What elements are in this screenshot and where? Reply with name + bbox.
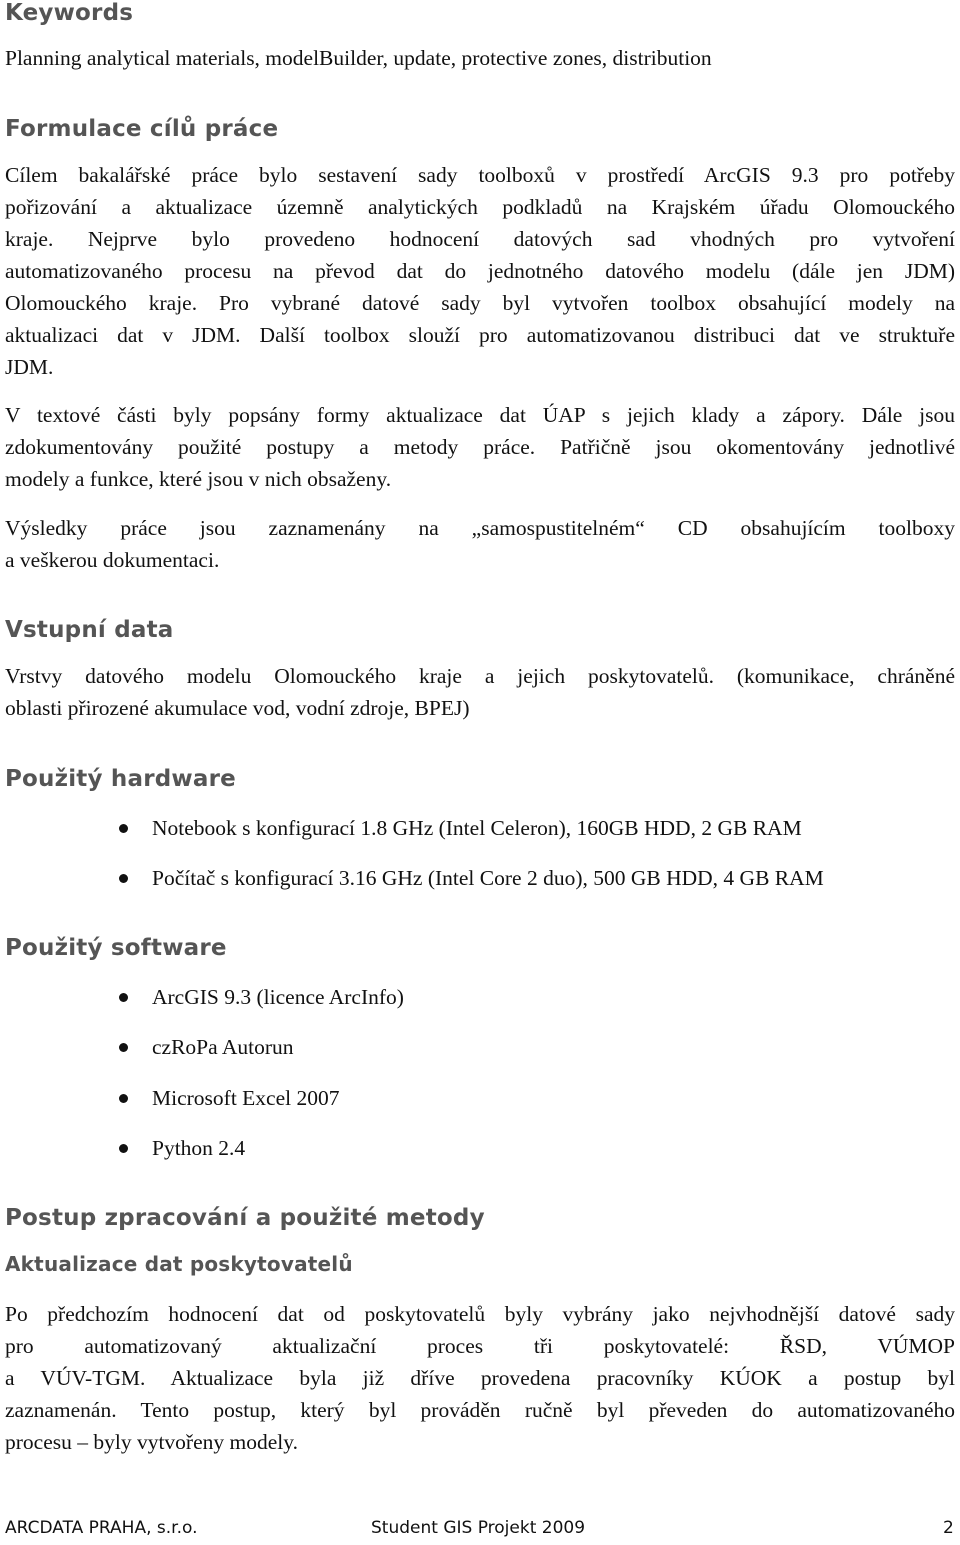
heading-keywords: Keywords: [5, 0, 134, 26]
heading-method: Postup zpracování a použité metody: [5, 1205, 485, 1231]
list-item: Microsoft Excel 2007: [0, 1082, 960, 1114]
list-item: Notebook s konfigurací 1.8 GHz (Intel Celeron), 160GB HDD, 2 GB RAM: [0, 812, 960, 844]
bullet-icon: [119, 1144, 128, 1153]
list-item: Python 2.4: [0, 1132, 960, 1164]
input-data-text: Vrstvy datového modelu Olomouckého kraje a jejich poskytovatelů. (komunikace, chráněné oblasti přirozené akumulace vod, vodní zdroje, BPEJ): [5, 664, 955, 720]
goals-paragraph-1: Cílem bakalářské práce bylo sestavení sady toolboxů v prostředí ArcGIS 9.3 pro potřeby pořizování a aktualizace územně analytických podkladů na Krajském úřadu Olomouckého kraje. Nejprve bylo provedeno hodnocení datových sad vhodných pro vytvoření automatizovaného procesu na převod dat do jednotného datového modelu (dále jen JDM) Olomouckého kraje. Pro vybrané datové sady byl vytvořen toolbox obsahující modely na aktualizaci dat v JDM. Další toolbox slouží pro automatizovanou distribuci dat ve struktuře JDM.: [5, 163, 955, 379]
footer-project: Student GIS Projekt 2009: [371, 1518, 586, 1538]
method-text: Po předchozím hodnocení dat od poskytovatelů byly vybrány jako nejvhodnější datové sady pro automatizovaný aktualizační proces tři poskytovatelé: ŘSD, VÚMOP a VÚV-TGM. Aktualizace byla již dříve provedena pracovníky KÚOK a postup byl zaznamenán. Tento postup, který byl prováděn ručně byl převeden do automatizovaného procesu – byly vytvořeny modely.: [5, 1302, 955, 1454]
bullet-icon: [119, 824, 128, 833]
footer-page-number: 2: [943, 1518, 954, 1538]
subheading-provider-update: Aktualizace dat poskytovatelů: [5, 1252, 353, 1276]
footer-company: ARCDATA PRAHA, s.r.o.: [5, 1518, 198, 1538]
heading-software: Použitý software: [5, 935, 227, 961]
goals-paragraph-3: Výsledky práce jsou zaznamenány na „samospustitelném“ CD obsahujícím toolboxy a veškerou dokumentaci.: [5, 516, 955, 572]
list-item: czRoPa Autorun: [0, 1031, 960, 1063]
bullet-icon: [119, 1094, 128, 1103]
keywords-text: Planning analytical materials, modelBuilder, update, protective zones, distribution: [5, 46, 712, 70]
heading-hardware: Použitý hardware: [5, 766, 236, 792]
heading-goals: Formulace cílů práce: [5, 116, 279, 142]
goals-paragraph-2: V textové části byly popsány formy aktualizace dat ÚAP s jejich klady a zápory. Dále jsou zdokumentovány použité postupy a metody práce. Patřičně jsou okomentovány jednotlivé modely a funkce, které jsou v nich obsaženy.: [5, 403, 955, 491]
bullet-icon: [119, 993, 128, 1002]
heading-input-data: Vstupní data: [5, 617, 174, 643]
list-item: ArcGIS 9.3 (licence ArcInfo): [0, 981, 960, 1013]
bullet-icon: [119, 1043, 128, 1052]
bullet-icon: [119, 874, 128, 883]
list-item: Počítač s konfigurací 3.16 GHz (Intel Core 2 duo), 500 GB HDD, 4 GB RAM: [0, 862, 960, 894]
